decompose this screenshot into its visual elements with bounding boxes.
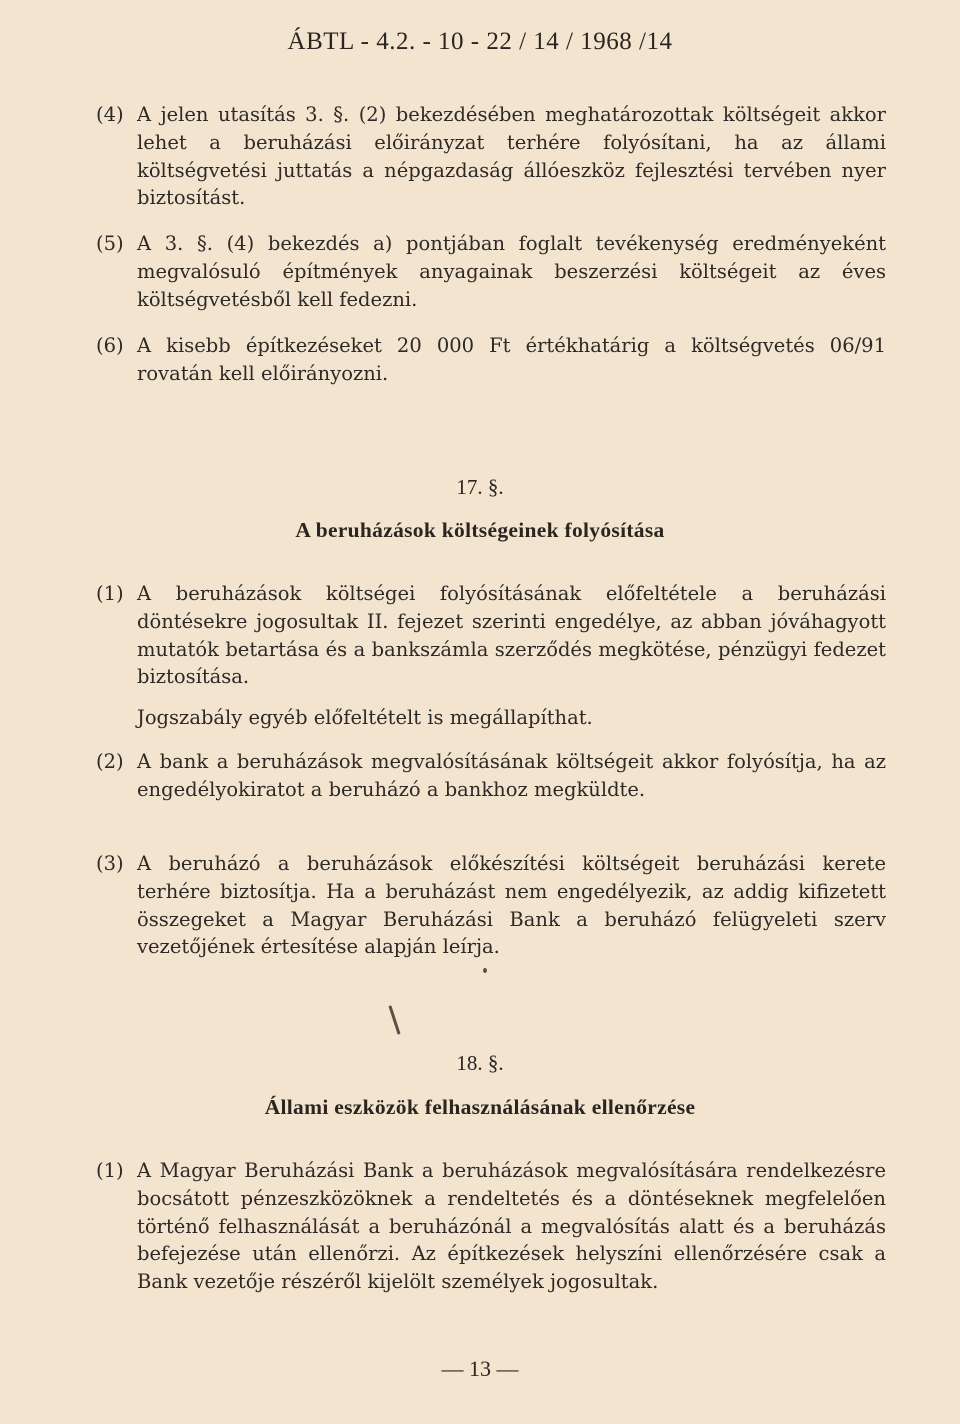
ink-speck bbox=[483, 968, 487, 973]
paragraph-number: (3) bbox=[96, 852, 124, 875]
section-17-paragraph-2 bbox=[96, 748, 886, 804]
paragraph-number: (4) bbox=[96, 103, 124, 126]
page-number: — 13 — bbox=[441, 1356, 519, 1381]
paragraph-text: A beruházó a beruházások előkészítési költségeit beruházási kerete terhére biztosítja. Ha a beruházást nem engedélyezik, az addig kifizetett összegeket a Magyar Beruházási Bank a beruházó felügyeleti szerv vezetőjének értesítése alapján leírja. bbox=[137, 852, 886, 959]
section-17-paragraph-1-addendum: Jogszabály egyéb előfeltételt is megállapíthat. bbox=[137, 706, 593, 729]
archive-reference-header: ÁBTL - 4.2. - 10 - 22 / 14 / 1968 /14 bbox=[287, 28, 673, 55]
paragraph-text: A beruházások költségei folyósításának előfeltétele a beruházási döntésekre jogosultak II. fejezet szerinti engedélye, az abban jóváhagyott mutatók betartása és a bankszámla szerződés megkötése, pénzügyi fedezet biztosítása. bbox=[137, 582, 886, 689]
section-18-paragraph-1 bbox=[96, 1157, 886, 1296]
paragraph-text: A kisebb építkezéseket 20 000 Ft értékhatárig a költségvetés 06/91 rovatán kell előirányozni. bbox=[137, 334, 886, 385]
paragraph-6 bbox=[96, 332, 886, 388]
paragraph-number: (6) bbox=[96, 334, 124, 357]
section-17-paragraph-1 bbox=[96, 580, 886, 691]
paragraph-text: A 3. §. (4) bekezdés a) pontjában foglalt tevékenység eredményeként megvalósuló építmények anyagainak beszerzési költségeit az éves költségvetésből kell fedezni. bbox=[137, 232, 886, 311]
paragraph-number: (1) bbox=[96, 582, 124, 605]
paragraph-number: (5) bbox=[96, 232, 124, 255]
paragraph-text: A Magyar Beruházási Bank a beruházások megvalósítására rendelkezésre bocsátott pénzeszközöknek a rendeltetés és a döntéseknek megfelelően történő felhasználását a beruházónál a megvalósítás alatt és a beruházás befejezése után ellenőrzi. Az építkezések helyszíni ellenőrzésére csak a Bank vezetője részéről kijelölt személyek jogosultak. bbox=[137, 1159, 886, 1294]
paragraph-number: (2) bbox=[96, 750, 124, 773]
paragraph-text: A bank a beruházások megvalósításának költségeit akkor folyósítja, ha az engedélyokiratot a beruházó a bankhoz megküldte. bbox=[137, 750, 886, 801]
section-17-number: 17. §. bbox=[456, 475, 504, 499]
section-17-paragraph-3 bbox=[96, 850, 886, 961]
paragraph-4 bbox=[96, 101, 886, 212]
section-18-number: 18. §. bbox=[456, 1051, 504, 1075]
ink-mark bbox=[388, 1005, 400, 1034]
section-18-title: Állami eszközök felhasználásának ellenőrzése bbox=[264, 1095, 696, 1119]
paragraph-5 bbox=[96, 230, 886, 313]
paragraph-number: (1) bbox=[96, 1159, 124, 1182]
section-17-title: A beruházások költségeinek folyósítása bbox=[295, 518, 665, 542]
paragraph-text: A jelen utasítás 3. §. (2) bekezdésében meghatározottak költségeit akkor lehet a beruházási előirányzat terhére folyósítani, ha az állami költségvetési juttatás a népgazdaság állóeszköz fejlesztési tervében nyer biztosítást. bbox=[137, 103, 886, 210]
